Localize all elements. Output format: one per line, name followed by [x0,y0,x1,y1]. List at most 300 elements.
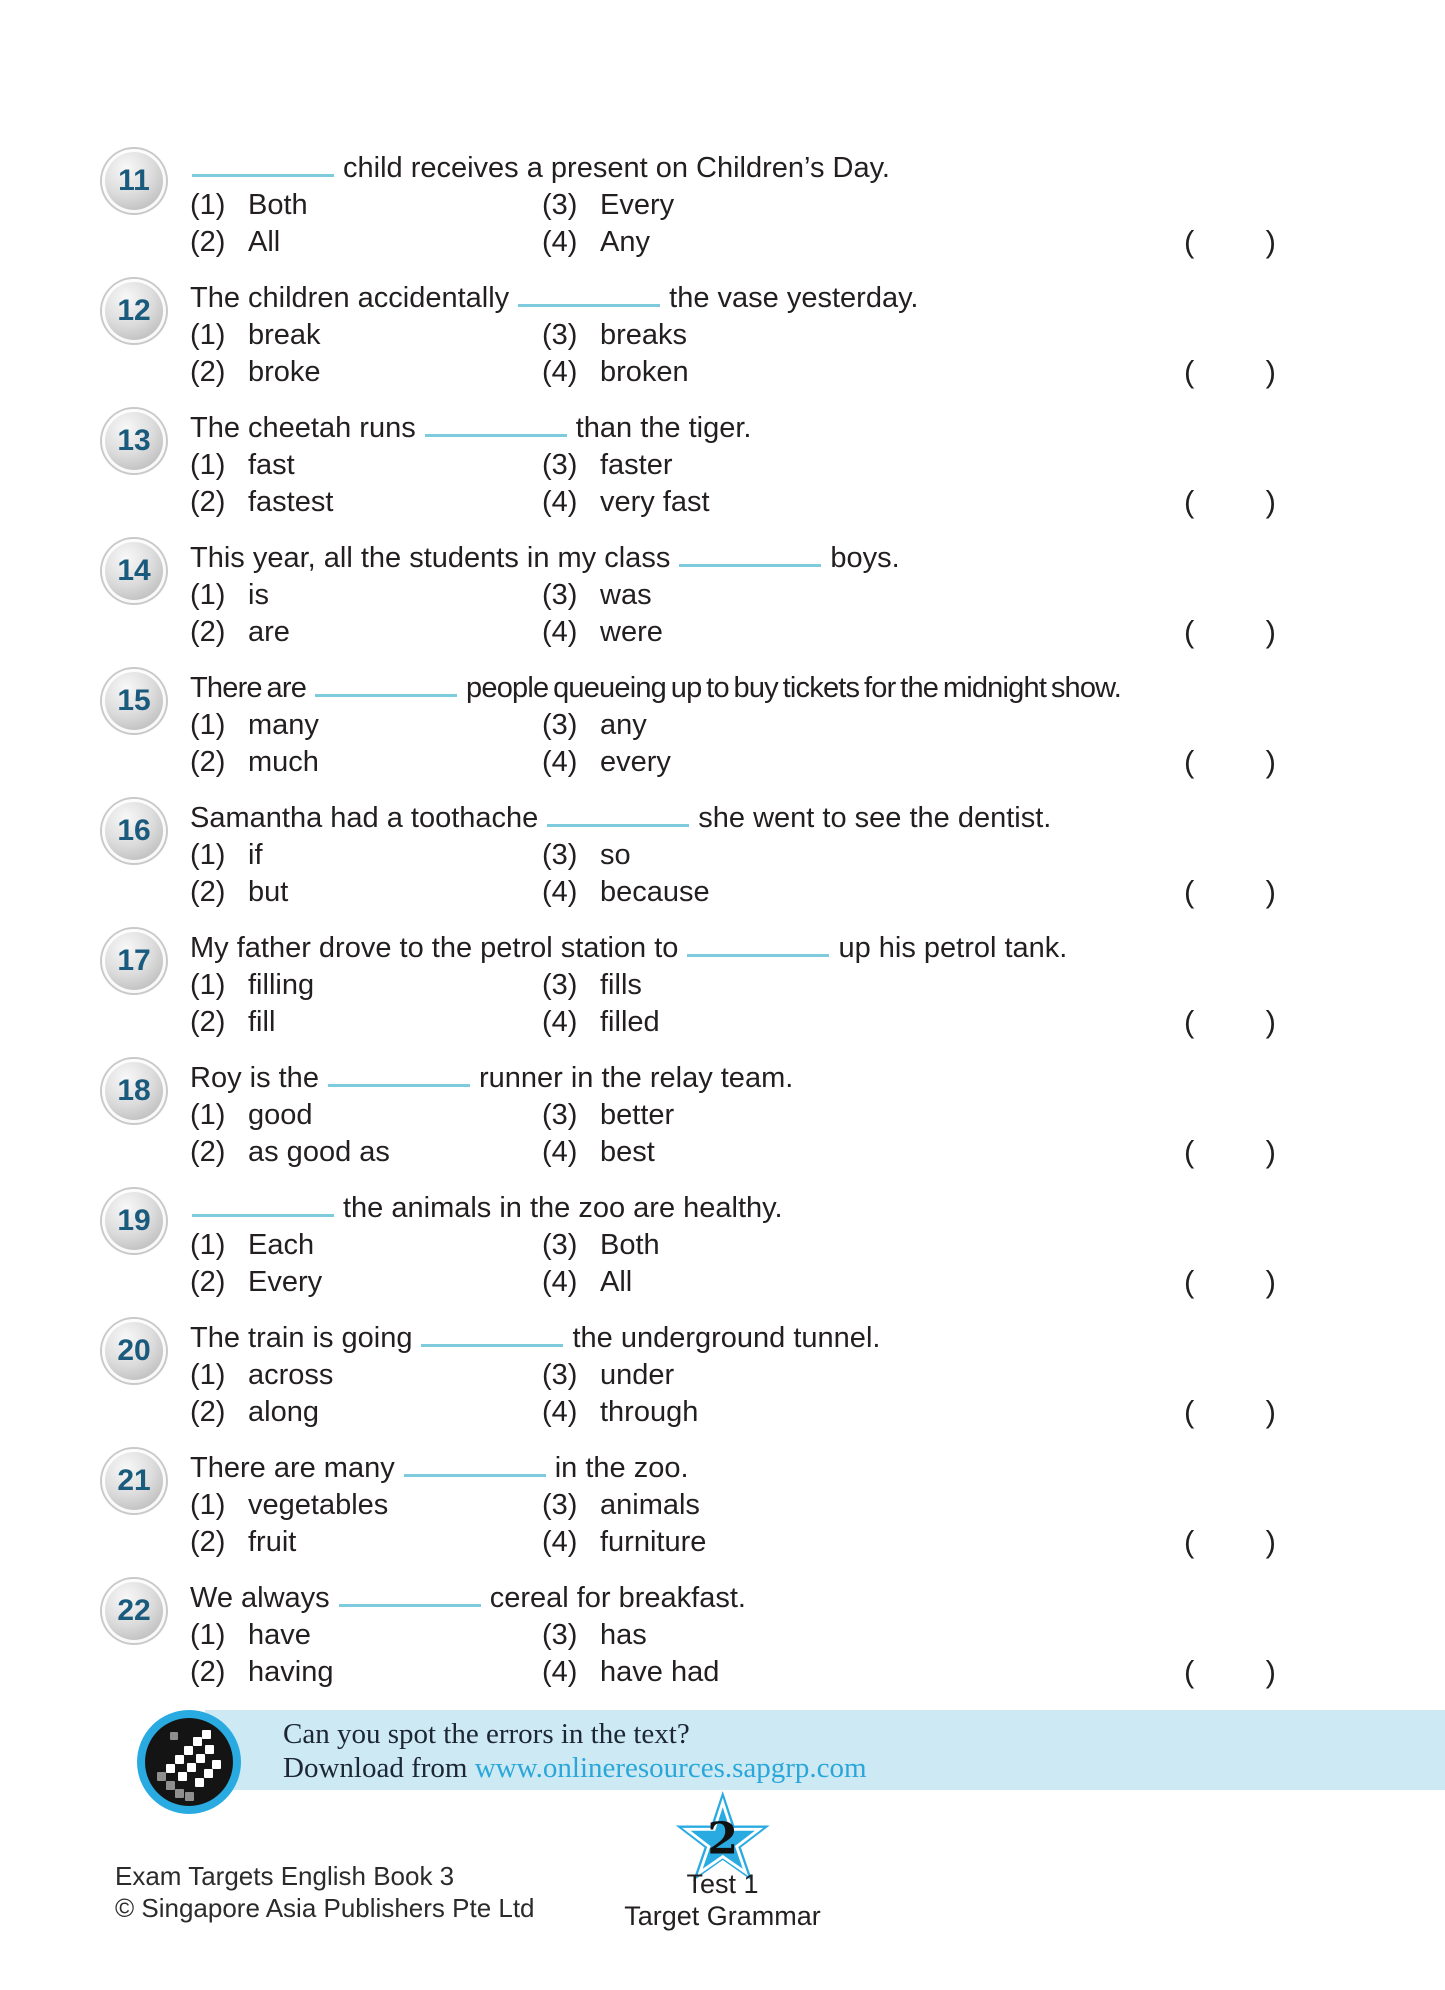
questions-list [117,0,1290,1691]
question-block [117,670,1290,781]
option-4 [542,1134,655,1171]
stem-text-before-blank: There are [190,672,307,704]
option-2-label: along [248,1396,319,1428]
question-number-badge [102,929,166,993]
option-1 [190,317,542,354]
question-number-badge [102,279,166,343]
question-stem [190,802,1051,834]
blank-line [425,430,567,437]
stem-text-before-blank: The cheetah runs [190,412,416,444]
open-paren: ( [1184,874,1195,909]
close-paren: ) [1265,874,1276,909]
blank-line [421,1340,563,1347]
option-4-label: filled [600,1006,660,1038]
answer-parentheses [1184,1393,1276,1430]
option-1-number: (1) [190,969,226,1001]
option-1-label: have [248,1619,311,1651]
options-row-1 [190,1357,1290,1394]
question-block [117,540,1290,651]
option-2 [190,1524,542,1561]
options-row-1 [190,967,1290,1004]
options-row-1 [190,1097,1290,1134]
question-block [117,410,1290,521]
option-2 [190,224,542,261]
question-number-badge [102,1059,166,1123]
answer-parentheses [1184,1133,1276,1170]
options-row-1 [190,317,1290,354]
options-row-1 [190,187,1290,224]
options-row-2 [190,1524,1290,1561]
question-block [117,930,1290,1041]
option-2 [190,744,542,781]
option-1-label: fast [248,449,295,481]
close-paren: ) [1265,1394,1276,1429]
question-block [117,800,1290,911]
option-2-label: much [248,746,319,778]
option-3-label: was [600,579,652,611]
option-1-label: vegetables [248,1489,389,1521]
options-row-2 [190,744,1290,781]
option-3-number: (3) [542,319,578,351]
question-number-badge [102,799,166,863]
option-1 [190,1487,542,1524]
option-3-number: (3) [542,189,578,221]
question-number: 17 [117,944,151,977]
option-3-label: faster [600,449,673,481]
options-row-1 [190,447,1290,484]
stem-text-before-blank: This year, all the students in my class [190,542,671,574]
question-number-badge [102,409,166,473]
answer-parentheses [1184,1653,1276,1690]
answer-parentheses [1184,1523,1276,1560]
question-number-badge [102,1189,166,1253]
option-4-label: best [600,1136,655,1168]
question-stem-row [190,410,1290,447]
option-4 [542,224,650,261]
question-stem [190,1452,689,1484]
question-number: 11 [118,164,150,197]
option-2 [190,1394,542,1431]
option-2-label: broke [248,356,321,388]
question-stem-row [190,930,1290,967]
banner-question-text: Can you spot the errors in the text? [283,1718,690,1750]
question-stem [190,1322,880,1354]
question-number: 21 [117,1464,151,1497]
answer-parentheses [1184,743,1276,780]
option-2-number: (2) [190,616,226,648]
answer-parentheses [1184,873,1276,910]
option-3 [542,1097,674,1134]
option-1 [190,447,542,484]
stem-text-before-blank: There are many [190,1452,395,1484]
question-number: 16 [117,814,151,847]
close-paren: ) [1265,744,1276,779]
stem-text-before-blank: Roy is the [190,1062,319,1094]
star-holder [624,1790,821,1868]
option-1-label: break [248,319,321,351]
question-number-badge [102,539,166,603]
question-stem-row [190,1060,1290,1097]
option-2-number: (2) [190,226,226,258]
open-paren: ( [1184,1264,1195,1299]
footer-left [115,1860,535,1924]
question-number-badge [102,1579,166,1643]
option-2 [190,1004,542,1041]
option-4-number: (4) [542,226,578,258]
option-2-number: (2) [190,876,226,908]
option-4-label: every [600,746,671,778]
option-3-number: (3) [542,969,578,1001]
footer-subject-label: Target Grammar [624,1901,821,1931]
question-stem-row [190,1320,1290,1357]
option-3 [542,837,631,874]
close-paren: ) [1265,614,1276,649]
stem-text-after-blank: the vase yesterday. [669,282,919,314]
options-row-1 [190,1227,1290,1264]
stem-text-before-blank: Samantha had a toothache [190,802,539,834]
option-4-label: broken [600,356,689,388]
option-3 [542,317,687,354]
question-number-badge [102,149,166,213]
question-stem-row [190,800,1290,837]
footer-center [624,1790,821,1932]
option-3-number: (3) [542,579,578,611]
option-1-label: filling [248,969,315,1001]
option-3-label: Every [600,189,675,221]
option-3 [542,187,674,224]
blank-line [687,950,829,957]
blank-line [315,690,457,697]
option-3-label: breaks [600,319,688,351]
open-paren: ( [1184,354,1195,389]
question-stem [190,932,1067,964]
question-stem-row [190,1190,1290,1227]
option-3 [542,1227,660,1264]
stem-text-after-blank: cereal for breakfast. [489,1582,746,1614]
answer-parentheses [1184,1003,1276,1040]
option-3-number: (3) [542,1099,578,1131]
option-2-number: (2) [190,1526,226,1558]
option-1-label: good [248,1099,313,1131]
option-4 [542,614,663,651]
question-block [118,150,1290,261]
options-row-1 [190,1487,1290,1524]
option-1 [190,577,542,614]
question-stem [190,542,900,574]
option-3-number: (3) [542,1489,578,1521]
options-row-1 [190,837,1290,874]
option-1 [190,1617,542,1654]
options-row-2 [190,1654,1290,1691]
options-row-2 [190,614,1290,651]
open-paren: ( [1184,1394,1195,1429]
close-paren: ) [1265,1264,1276,1299]
stem-text-before-blank: My father drove to the petrol station to [190,932,679,964]
page-footer [0,1813,1445,1990]
option-4-label: All [600,1266,633,1298]
option-1-label: if [248,839,263,871]
option-2 [190,484,542,521]
options-row-2 [190,1004,1290,1041]
option-4 [542,1264,632,1301]
option-2-number: (2) [190,1396,226,1428]
option-1-label: many [248,709,319,741]
option-4-number: (4) [542,1396,578,1428]
question-number: 13 [117,424,151,457]
option-4 [542,874,710,911]
option-3-label: has [600,1619,647,1651]
question-stem-row [190,670,1290,707]
stem-text-after-blank: up his petrol tank. [838,932,1068,964]
blank-line [339,1600,481,1607]
option-3 [542,707,647,744]
option-4-label: have had [600,1656,720,1688]
option-4 [542,1654,719,1691]
stem-text-before-blank: We always [190,1582,330,1614]
option-1 [190,1227,542,1264]
answer-parentheses [1184,613,1276,650]
option-4 [542,1524,706,1561]
options-row-2 [190,224,1290,261]
option-3-number: (3) [542,1619,578,1651]
option-1-label: across [248,1359,334,1391]
option-1-label: Both [248,189,308,221]
option-3 [542,1617,647,1654]
option-4-number: (4) [542,356,578,388]
option-2-label: fruit [248,1526,297,1558]
question-number-badge [102,1449,166,1513]
option-2-number: (2) [190,1266,226,1298]
question-block [117,1450,1290,1561]
blank-line [192,170,334,177]
open-paren: ( [1184,224,1195,259]
question-number: 12 [117,294,151,327]
option-3 [542,447,673,484]
open-paren: ( [1184,1524,1195,1559]
open-paren: ( [1184,1004,1195,1039]
star-page-number: 2 [707,1813,738,1865]
option-3-label: any [600,709,647,741]
option-2-number: (2) [190,746,226,778]
close-paren: ) [1265,354,1276,389]
option-4-number: (4) [542,486,578,518]
question-number: 22 [117,1594,151,1627]
option-1 [190,837,542,874]
resource-link[interactable]: www.onlineresources.sapgrp.com [474,1752,867,1784]
option-4 [542,744,671,781]
question-stem [190,1582,746,1614]
option-3 [542,967,642,1004]
question-number: 15 [117,684,151,717]
option-1-label: is [248,579,269,611]
option-2-number: (2) [190,486,226,518]
option-4-label: Any [600,226,650,258]
option-2-label: but [248,876,289,908]
footer-book-title: Exam Targets English Book 3 [115,1861,455,1891]
question-block [117,1190,1290,1301]
option-4-number: (4) [542,1006,578,1038]
option-4 [542,1394,698,1431]
option-3-label: under [600,1359,675,1391]
option-4-number: (4) [542,876,578,908]
banner-band [205,1710,1445,1790]
option-2-number: (2) [190,356,226,388]
stem-text-after-blank: child receives a present on Children’s Day. [343,152,890,184]
options-row-1 [190,1617,1290,1654]
stem-text-after-blank: than the tiger. [575,412,752,444]
blank-line [547,820,689,827]
option-2-label: having [248,1656,334,1688]
online-resources-icon [133,1706,245,1818]
option-2-number: (2) [190,1656,226,1688]
question-stem-row [190,1450,1290,1487]
option-4-number: (4) [542,1656,578,1688]
options-row-2 [190,1394,1290,1431]
blank-line [518,300,660,307]
option-1 [190,967,542,1004]
option-1-number: (1) [190,189,226,221]
question-stem-row [190,150,1290,187]
question-number: 14 [117,554,151,587]
option-3 [542,1487,700,1524]
open-paren: ( [1184,614,1195,649]
option-2 [190,354,542,391]
option-4 [542,1004,660,1041]
option-1-number: (1) [190,1229,226,1261]
open-paren: ( [1184,744,1195,779]
option-1 [190,187,542,224]
question-stem [190,152,890,184]
answer-parentheses [1184,1263,1276,1300]
close-paren: ) [1265,224,1276,259]
question-number: 18 [117,1074,151,1107]
question-block [117,1060,1290,1171]
option-3-number: (3) [542,1359,578,1391]
option-1 [190,707,542,744]
stem-text-after-blank: the underground tunnel. [572,1322,881,1354]
option-2-label: as good as [248,1136,390,1168]
question-number: 20 [117,1334,151,1367]
option-2-label: fastest [248,486,334,518]
option-2 [190,1654,542,1691]
options-row-2 [190,874,1290,911]
options-row-1 [190,707,1290,744]
close-paren: ) [1265,1004,1276,1039]
close-paren: ) [1265,484,1276,519]
option-3-label: Both [600,1229,660,1261]
footer-test-label: Test 1 [686,1869,759,1899]
option-2 [190,614,542,651]
option-1-number: (1) [190,449,226,481]
option-1 [190,1357,542,1394]
option-3-number: (3) [542,709,578,741]
option-2 [190,874,542,911]
stem-text-before-blank: The children accidentally [190,282,510,314]
options-row-2 [190,354,1290,391]
option-2 [190,1264,542,1301]
stem-text-after-blank: runner in the relay team. [478,1062,794,1094]
question-block [117,1320,1290,1431]
question-block [117,280,1290,391]
open-paren: ( [1184,484,1195,519]
option-1-number: (1) [190,1619,226,1651]
option-4 [542,354,689,391]
options-row-1 [190,577,1290,614]
option-4-label: very fast [600,486,710,518]
question-stem-row [190,1580,1290,1617]
option-1-number: (1) [190,319,226,351]
option-1-number: (1) [190,839,226,871]
option-1-number: (1) [190,1359,226,1391]
question-number: 19 [117,1204,151,1237]
stem-text-after-blank: the animals in the zoo are healthy. [343,1192,783,1224]
options-row-2 [190,484,1290,521]
option-3 [542,577,652,614]
option-3-label: fills [600,969,642,1001]
stem-text-after-blank: in the zoo. [554,1452,689,1484]
option-2-label: All [248,226,281,258]
option-4-number: (4) [542,1526,578,1558]
option-1-number: (1) [190,1489,226,1521]
option-2-number: (2) [190,1136,226,1168]
footer-copyright: © Singapore Asia Publishers Pte Ltd [115,1893,535,1923]
question-stem [190,412,751,444]
question-stem-row [190,280,1290,317]
stem-text-after-blank: she went to see the dentist. [698,802,1052,834]
question-stem [190,672,1121,704]
option-2-label: fill [248,1006,276,1038]
options-row-2 [190,1264,1290,1301]
option-2-label: Every [248,1266,323,1298]
option-3-label: better [600,1099,675,1131]
question-number-badge [102,669,166,733]
option-3-label: animals [600,1489,700,1521]
option-2 [190,1134,542,1171]
option-4-label: through [600,1396,699,1428]
option-4-number: (4) [542,746,578,778]
option-1 [190,1097,542,1134]
question-stem [190,1192,783,1224]
close-paren: ) [1265,1524,1276,1559]
question-stem [190,282,919,314]
option-2-number: (2) [190,1006,226,1038]
banner-download-prefix: Download from [283,1752,475,1784]
blank-line [328,1080,470,1087]
option-4-label: furniture [600,1526,707,1558]
option-4-number: (4) [542,1136,578,1168]
option-4 [542,484,710,521]
option-2-label: are [248,616,290,648]
blank-line [192,1210,334,1217]
stem-text-after-blank: people queueing up to buy tickets for the midnight show. [466,672,1121,704]
option-1-number: (1) [190,579,226,611]
answer-parentheses [1184,483,1276,520]
option-3-number: (3) [542,449,578,481]
option-1-number: (1) [190,1099,226,1131]
option-4-label: were [600,616,663,648]
option-1-number: (1) [190,709,226,741]
option-3-label: so [600,839,631,871]
option-4-number: (4) [542,616,578,648]
open-paren: ( [1184,1654,1195,1689]
options-row-2 [190,1134,1290,1171]
option-1-label: Each [248,1229,315,1261]
option-3-number: (3) [542,839,578,871]
option-4-number: (4) [542,1266,578,1298]
stem-text-before-blank: The train is going [190,1322,413,1354]
question-stem-row [190,540,1290,577]
option-4-label: because [600,876,710,908]
